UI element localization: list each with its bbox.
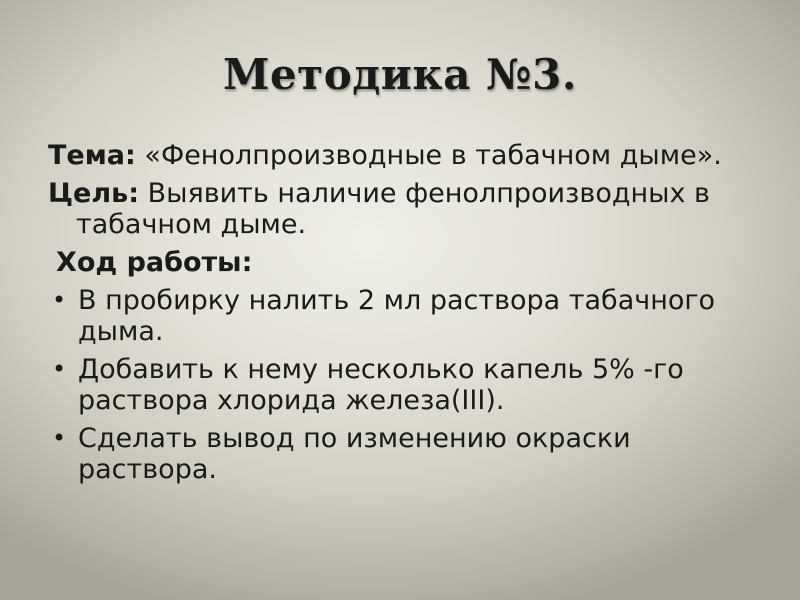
list-item — [48, 354, 768, 416]
bullet-icon: • — [52, 355, 67, 383]
goal-paragraph — [48, 178, 768, 240]
bullet-icon: • — [52, 286, 67, 314]
goal-text: Выявить наличие фенолпроизводных в табачном дыме. — [76, 178, 710, 240]
step-text: Сделать вывод по изменению окраски раствора. — [78, 423, 631, 485]
procedure-heading: Ход работы: — [56, 247, 253, 278]
procedure-steps-list — [48, 285, 768, 485]
step-text: В пробирку налить 2 мл раствора табачного дыма. — [78, 285, 716, 347]
slide-title: Методика №3. — [222, 50, 578, 99]
step-text: Добавить к нему несколько капель 5% -го раствора хлорида железа(III). — [78, 354, 684, 416]
topic-label: Тема — [48, 140, 126, 171]
topic-colon: : — [125, 140, 136, 171]
list-item — [48, 423, 768, 485]
bullet-icon: • — [52, 424, 67, 452]
topic-paragraph — [48, 140, 768, 171]
topic-text: «Фенолпроизводные в табачном дыме». — [135, 140, 722, 171]
goal-colon: : — [128, 178, 140, 209]
list-item — [48, 285, 768, 347]
slide-body — [48, 140, 768, 492]
goal-label: Цель — [48, 178, 129, 209]
